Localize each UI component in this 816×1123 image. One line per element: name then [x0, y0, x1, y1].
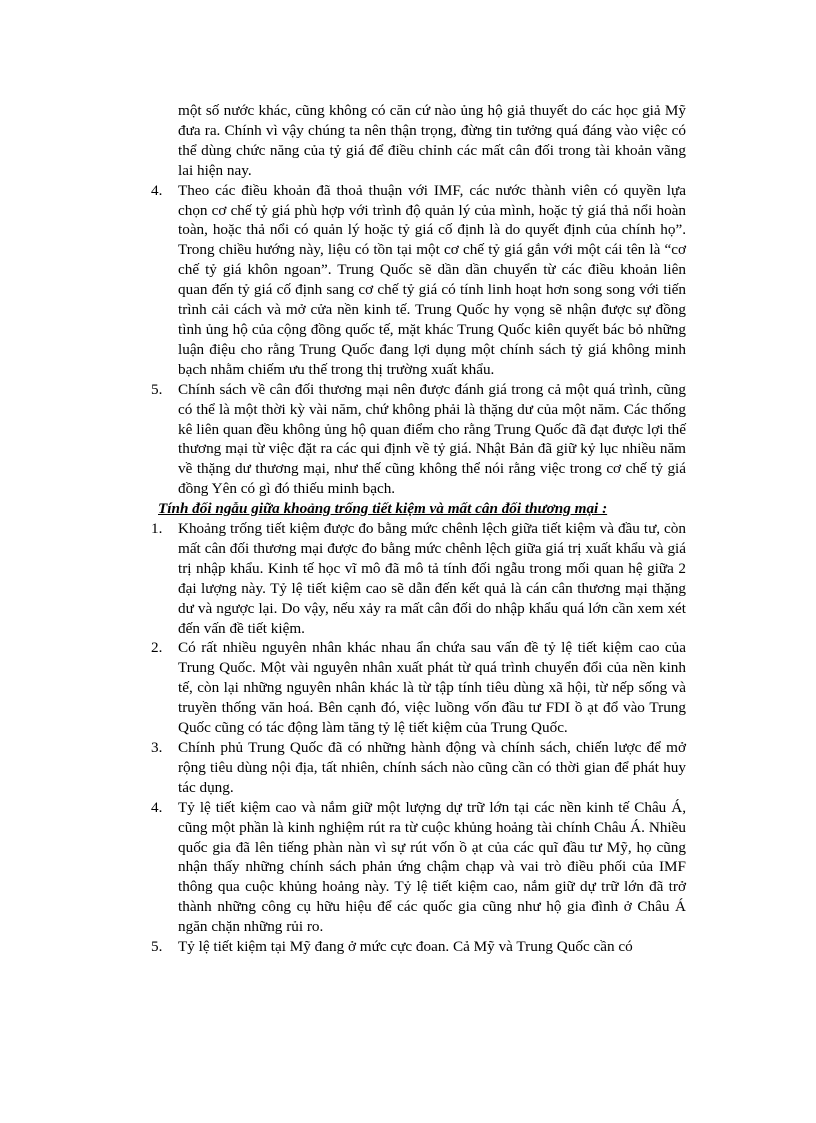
document-page [148, 101, 686, 957]
list-number: 5. [151, 938, 163, 956]
list-text: Theo các điều khoản đã thoả thuận với IMF, các nước thành viên có quyền lựa chọn cơ chế tỷ giá phù hợp với trình độ quản lý của mình, hoặc tỷ giá thả nổi hoàn toàn, hoặc thả nổi có quản lý hoặc tỷ giá cố định là do quyết định của chính họ”. Trong chiều hướng này, liệu có tồn tại một cơ chế tỷ giá gắn với một cái tên là “cơ chế tỷ giá khôn ngoan”. Trung Quốc sẽ dần dần chuyển từ các điều khoản liên quan đến tỷ giá cố định sang cơ chế tỷ giá có tính linh hoạt hơn song song với tiến trình cải cách và mở cửa nền kinh tế. Trung Quốc hy vọng sẽ nhận được sự đồng tình ủng hộ của cộng đồng quốc tế, mặt khác Trung Quốc kiên quyết bác bỏ những luận điệu cho rằng Trung Quốc đang lợi dụng một chính sách tỷ giá không minh bạch nhằm chiếm ưu thế trong thị trường xuất khẩu. [178, 181, 686, 378]
list-number: 3. [151, 739, 163, 756]
list-item [148, 798, 686, 937]
list-number: 4. [151, 798, 163, 816]
list-item [148, 937, 686, 957]
list-number: 4. [151, 181, 163, 199]
list-text: Có rất nhiều nguyên nhân khác nhau ẩn chứa sau vấn đề tỷ lệ tiết kiệm cao của Trung Quốc. Một vài nguyên nhân xuất phát từ quá trình chuyển đổi của nền kinh tế, còn lại những nguyên nhân khác là từ tập tính tiêu dùng xã hội, từ nếp sống và truyền thống văn hoá. Bên cạnh đó, việc luồng vốn đầu tư FDI ồ ạt đổ vào Trung Quốc cũng có tác động làm tăng tỷ lệ tiết kiệm của Trung Quốc. [178, 639, 686, 737]
list-text: Khoảng trống tiết kiệm được đo bằng mức chênh lệch giữa tiết kiệm và đầu tư, còn mất cân đối thương mại được đo bằng mức chênh lệch giữa giá trị xuất khẩu và giá trị nhập khẩu. Kinh tế học vĩ mô đã mô tả tính đối ngẫu trong mối quan hệ giữa 2 đại lượng này. Tỷ lệ tiết kiệm cao sẽ dẫn đến kết quả là cán cân thương mại thặng dư và ngược lại. Do vậy, nếu xảy ra mất cân đối do nhập khẩu quá lớn cần xem xét đến vấn đề tiết kiệm. [178, 520, 686, 637]
list-item [148, 638, 686, 738]
list-text: Tỷ lệ tiết kiệm cao và nắm giữ một lượng dự trữ lớn tại các nền kinh tế Châu Á, cũng một phần là kinh nghiệm rút ra từ cuộc khủng hoảng tài chính Châu Á. Nhiều quốc gia đã lên tiếng phàn nàn vì sự rút vốn ồ ạt của các quĩ đầu tư Mỹ, họ cũng nhận thấy những chính sách phản ứng chậm chạp và vai trò điều phối của IMF thông qua cuộc khủng hoảng này. Tỷ lệ tiết kiệm cao, nắm giữ dự trữ lớn đã trở thành những công cụ hữu hiệu để các quốc gia cũng như hộ gia đình ở Châu Á ngăn chặn những rủi ro. [178, 798, 686, 936]
list-text: Chính sách về cân đối thương mại nên được đánh giá trong cả một quá trình, cũng có thể là một thời kỳ vài năm, chứ không phải là thặng dư của một năm. Các thống kê liên quan đều không ủng hộ quan điểm cho rằng Trung Quốc đã đạt được lợi thế thương mại từ việc đặt ra các qui định về tỷ giá. Nhật Bản đã giữ kỷ lục nhiều năm về thặng dư thương mại, như thế cũng không thể nói rằng việc trong cơ chế tỷ giá đồng Yên có gì đó thiếu minh bạch. [178, 380, 686, 498]
list-number: 2. [151, 639, 163, 657]
section-heading: Tính đối ngẫu giữa khoảng trống tiết kiệm và mất cân đối thương mại : [158, 500, 608, 518]
list-item [148, 738, 686, 798]
continuation-paragraph: một số nước khác, cũng không có căn cứ nào ủng hộ giả thuyết do các học giả Mỹ đưa ra. Chính vì vậy chúng ta nên thận trọng, đừng tin tưởng quá đáng vào việc có thể dùng chức năng của tỷ giá để điều chỉnh các mất cân đối trong tài khoản vãng lai hiện nay. [178, 102, 686, 179]
list-number: 1. [151, 520, 163, 538]
list-text: Tỷ lệ tiết kiệm tại Mỹ đang ở mức cực đoan. Cả Mỹ và Trung Quốc cần có [178, 938, 633, 956]
list-number: 5. [151, 380, 163, 398]
list-item [148, 181, 686, 380]
list-text: Chính phủ Trung Quốc đã có những hành động và chính sách, chiến lược để mở rộng tiêu dùng nội địa, tất nhiên, chính sách nào cũng cần có thời gian để phát huy tác dụng. [178, 739, 686, 796]
list-item [148, 380, 686, 499]
list-item [148, 519, 686, 638]
